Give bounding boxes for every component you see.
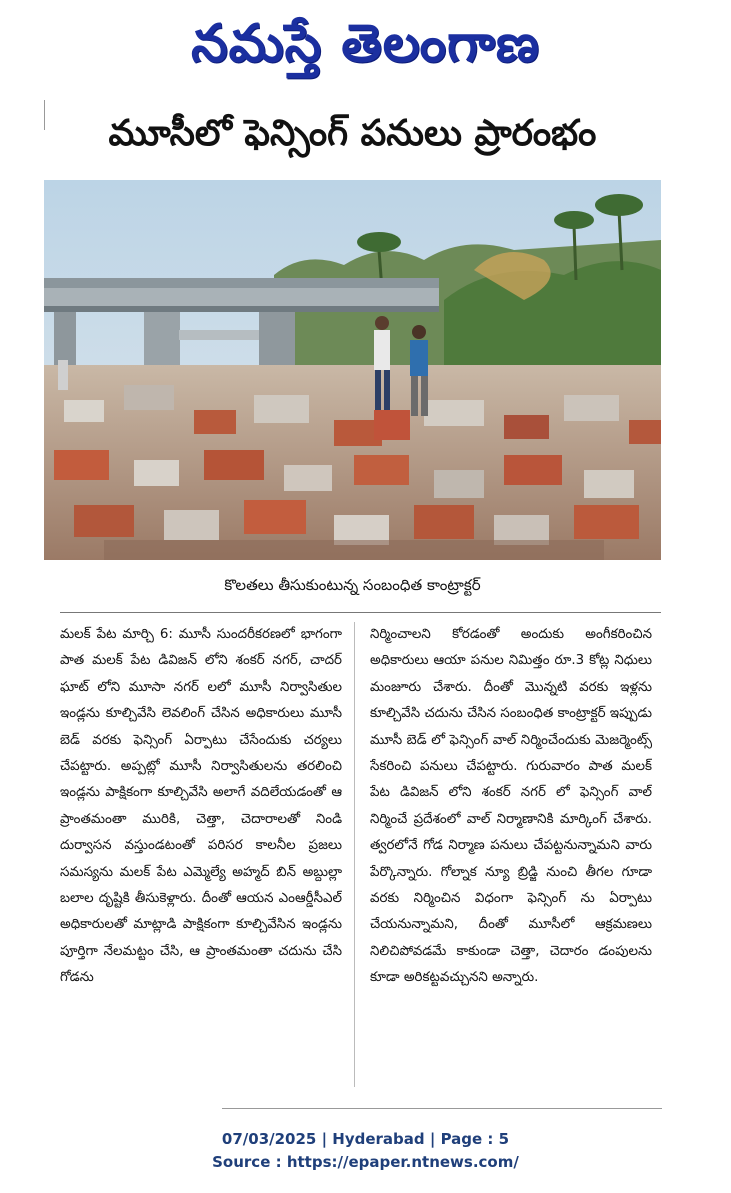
article-body-right-column: నిర్మించాలని కోరడంతో అందుకు అంగీకరించిన అధికారులు ఆయా పనుల నిమిత్తం రూ.3 కోట్ల నిధులు మంజూరు చేశారు. దీంతో మొన్నటి వరకు ఇళ్లను కూల్చివేసి చదును చేసిన సంబంధిత కాంట్రాక్టర్ ఇప్పుడు మూసీ బెడ్ లో ఫెన్సింగ్ వాల్ నిర్మించేందుకు మెజర్మెంట్స్ సేకరించి పనులు చేపట్టారు. గురువారం పాత మలక్ పేట డివిజన్ లోని శంకర్ నగర్ లో ఫెన్సింగ్ వాల్ నిర్మించే ప్రదేశంలో వాల్ నిర్మాణానికి మార్కింగ్ చేశారు. త్వరలోనే గోడ నిర్మాణ పనులు చేపట్టనున్నామని వారు పేర్కొన్నారు. గోల్నాక న్యూ బ్రిడ్జి నుంచి తీగల గూడా వరకు నిర్మించిన విధంగా ఫెన్సింగ్ ను ఏర్పాటు చేయనున్నామని, దీంతో మూసీలో ఆక్రమణలు నిలిచిపోవడమే కాకుండా చెత్తా, చెదారం డంపులను కూడా అరికట్టవచ్చునని అన్నారు. [370,627,652,986]
article-headline: మూసీలో ఫెన్సింగ్ పనులు ప్రారంభం [108,113,597,154]
caption-divider [60,612,661,613]
footer-divider [222,1108,662,1109]
article-photo [44,180,661,560]
column-divider [354,622,355,1087]
source-url-line[interactable]: Source : https://epaper.ntnews.com/ [212,1153,519,1171]
photo-caption: కొలతలు తీసుకుంటున్న సంబంధిత కాంట్రాక్టర్ [224,576,481,594]
masthead-title: నమస్తే తెలంగాణ [191,14,540,74]
article-body-left-column: మలక్ పేట మార్చి 6: మూసీ సుందరీకరణలో భాగంగా పాత మలక్ పేట డివిజన్ లోని శంకర్ నగర్, చాదర్ ఘాట్ లోని మూసా నగర్ లలో మూసీ నిర్వాసితుల ఇండ్లను కూల్చివేసి లెవలింగ్ చేసిన అధికారులు మూసీ బెడ్ వరకు ఫెన్సింగ్ ఏర్పాటు చేసేందుకు చర్యలు చేపట్టారు. అప్పట్లో మూసీ నిర్వాసితులను తరలించి ఇండ్లను పాక్షికంగా కూల్చివేసి అలాగే వదిలేయడంతో ఆ ప్రాంతమంతా మురికి, చెత్తా, చెదారాలతో నిండి దుర్వాసన వస్తుండటంతో పరిసర కాలనీల ప్రజలు సమస్యను మలక్ పేట ఎమ్మెల్యే అహ్మద్ బిన్ అబ్దుల్లా బలాల దృష్టికి తీసుకెళ్లారు. దీంతో ఆయన ఎంఆర్డీసీఎల్ అధికారులతో మాట్లాడి పాక్షికంగా కూల్చివేసిన ఇండ్లను పూర్తిగా నేలమట్టం చేసి, ఆ ప్రాంతమంతా చదును చేసి గోడను [60,627,342,986]
publication-date-line: 07/03/2025 | Hyderabad | Page : 5 [221,1130,510,1148]
